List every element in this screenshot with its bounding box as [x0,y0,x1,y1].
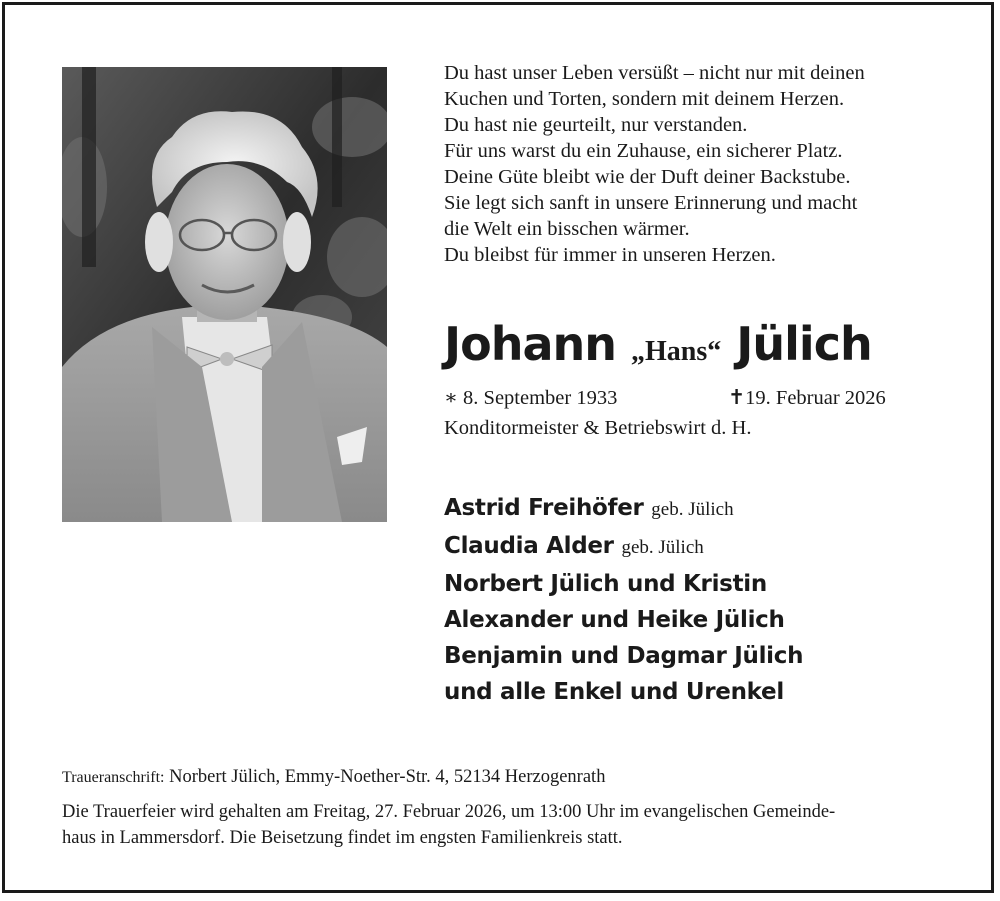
life-dates [444,384,924,412]
family-member-note: geb. Jülich [651,499,734,520]
mourning-address [62,764,962,791]
poem-line: die Welt ein bisschen wärmer. [444,218,690,240]
ceremony-info [62,799,962,851]
family-member-name: Claudia Alder [444,533,614,559]
family-member [444,638,803,674]
footer [62,764,962,851]
poem-line: Du hast nie geurteilt, nur verstanden. [444,114,748,136]
poem-line: Deine Güte bleibt wie der Duft deiner Backstube. [444,166,851,188]
address-text: Norbert Jülich, Emmy-Noether-Str. 4, 52134 Herzogenrath [169,767,606,787]
family-member-name: Astrid Freihöfer [444,495,644,521]
family-member-name: Benjamin und Dagmar Jülich [444,643,804,669]
poem-line: Sie legt sich sanft in unsere Erinnerung und macht [444,192,858,214]
deceased-name [444,312,872,384]
family-member-name: und alle Enkel und Urenkel [444,679,784,705]
poem-line: Für uns warst du ein Zuhause, ein sicherer Platz. [444,140,843,162]
family-member [444,602,803,638]
poem-line: Du bleibst für immer in unseren Herzen. [444,244,776,266]
family-member-name: Norbert Jülich und Kristin [444,571,767,597]
family-member [444,566,803,602]
first-name: Johann [444,317,617,371]
family-list [444,490,803,710]
ceremony-line: haus in Lammersdorf. Die Beisetzung findet im engsten Familienkreis statt. [62,828,623,848]
family-member-name: Alexander und Heike Jülich [444,607,785,633]
family-member-note: geb. Jülich [621,537,704,558]
family-member [444,674,803,710]
last-name: Jülich [736,317,872,371]
death-date: ✝19. Februar 2026 [728,387,886,409]
poem-line: Du hast unser Leben versüßt – nicht nur mit deinen [444,62,865,84]
profession: Konditormeister & Betriebswirt d. H. [444,417,752,439]
nickname: „Hans“ [631,336,722,367]
family-member [444,490,803,528]
family-member [444,528,803,566]
portrait-photo [62,67,387,522]
ceremony-line: Die Trauerfeier wird gehalten am Freitag, 27. Februar 2026, um 13:00 Uhr im evangelischen Gemeinde- [62,802,836,822]
portrait-photo-icon [62,67,387,522]
poem-line: Kuchen und Torten, sondern mit deinem Herzen. [444,88,845,110]
birth-date: ∗ 8. September 1933 [444,387,618,409]
address-label: Traueranschrift: [62,769,165,786]
poem [444,60,964,268]
